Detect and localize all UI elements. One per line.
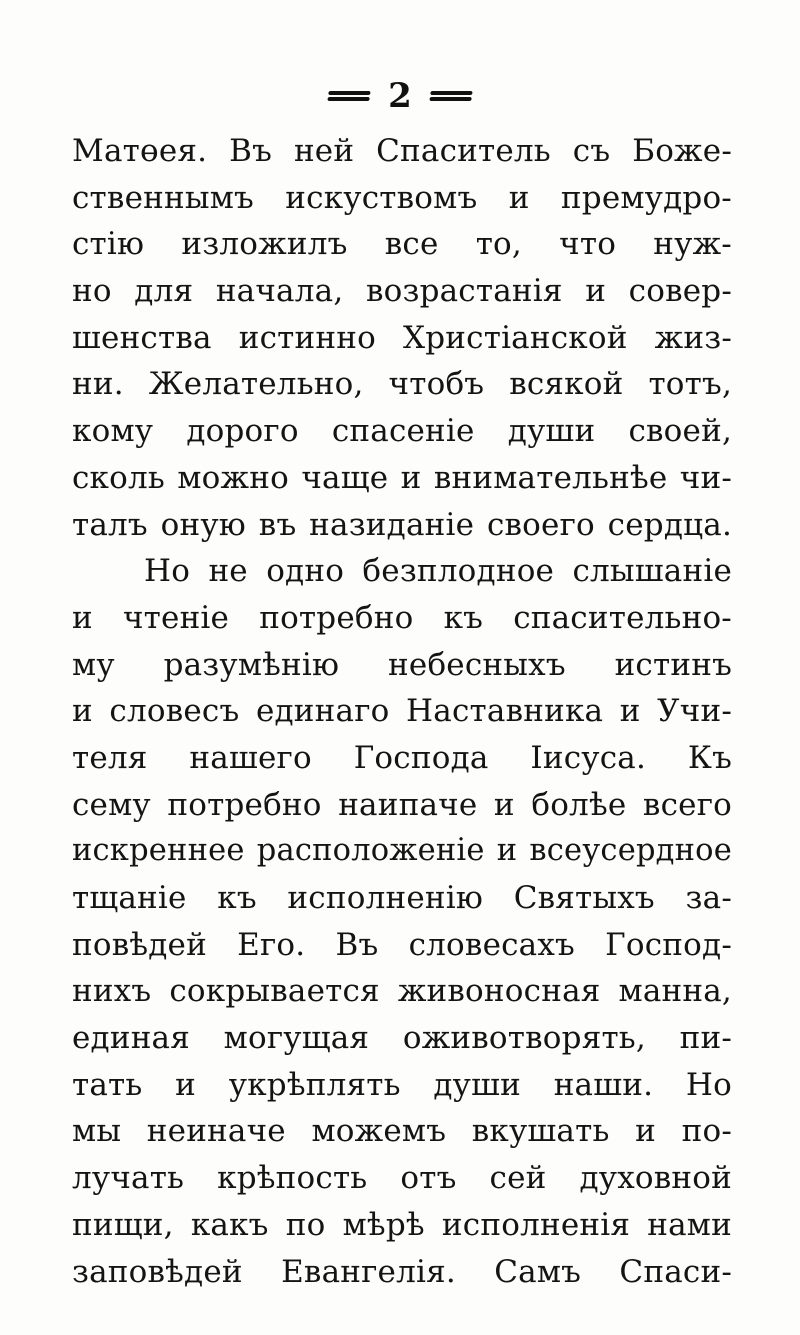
text-line: нихъ сокрывается живоносная манна, xyxy=(72,973,732,1010)
paragraph-2 xyxy=(72,548,732,1295)
text-line: искреннее расположеніе и всеусердное xyxy=(72,833,732,869)
text-line: ственнымъ искуствомъ и премудро- xyxy=(72,179,732,216)
text-line: тщаніе къ исполненію Святыхъ за- xyxy=(72,880,732,916)
text-line: и чтеніе потребно къ спасительно- xyxy=(72,599,732,636)
text-line: ни. Желательно, чтобъ всякой тотъ, xyxy=(72,366,732,403)
decorative-rule-left xyxy=(327,89,371,103)
body-text xyxy=(72,128,732,1295)
decorative-rule-right xyxy=(429,89,473,103)
text-line: кому дорого спасеніе души своей, xyxy=(72,413,732,450)
text-line: пищи, какъ по мѣрѣ исполненія нами xyxy=(72,1206,732,1243)
paragraph-1 xyxy=(72,128,732,548)
page-number: 2 xyxy=(388,76,412,116)
text-line: му разумѣнію небесныхъ истинъ xyxy=(72,646,732,683)
page-header xyxy=(0,72,800,120)
text-line: лучать крѣпость отъ сей духовной xyxy=(72,1160,732,1197)
text-line: заповѣдей Евангелія. Самъ Спаси- xyxy=(72,1253,732,1290)
text-line: сему потребно наипаче и болѣе всего xyxy=(72,786,732,823)
text-line: теля нашего Господа Іисуса. Къ xyxy=(72,739,732,776)
text-line: но для начала, возрастанія и совер- xyxy=(72,273,732,310)
text-line: сколь можно чаще и внимательнѣе чи- xyxy=(72,459,732,496)
text-line: шенства истинно Христіанской жиз- xyxy=(72,319,732,356)
text-line: повѣдей Его. Въ словесахъ Господ- xyxy=(72,926,732,963)
text-line: Матөея. Въ ней Спаситель съ Боже- xyxy=(72,133,732,169)
text-line: и словесъ единаго Наставника и Учи- xyxy=(72,693,732,730)
text-line: стію изложилъ все то, что нуж- xyxy=(72,226,732,263)
text-line: талъ оную въ назиданіе своего сердца. xyxy=(72,506,732,543)
text-line: мы неиначе можемъ вкушать и по- xyxy=(72,1113,732,1150)
text-line: Но не одно безплодное слышаніе xyxy=(144,553,732,590)
text-line: единая могущая оживотворять, пи- xyxy=(72,1020,732,1057)
text-line: тать и укрѣплять души наши. Но xyxy=(72,1066,732,1103)
